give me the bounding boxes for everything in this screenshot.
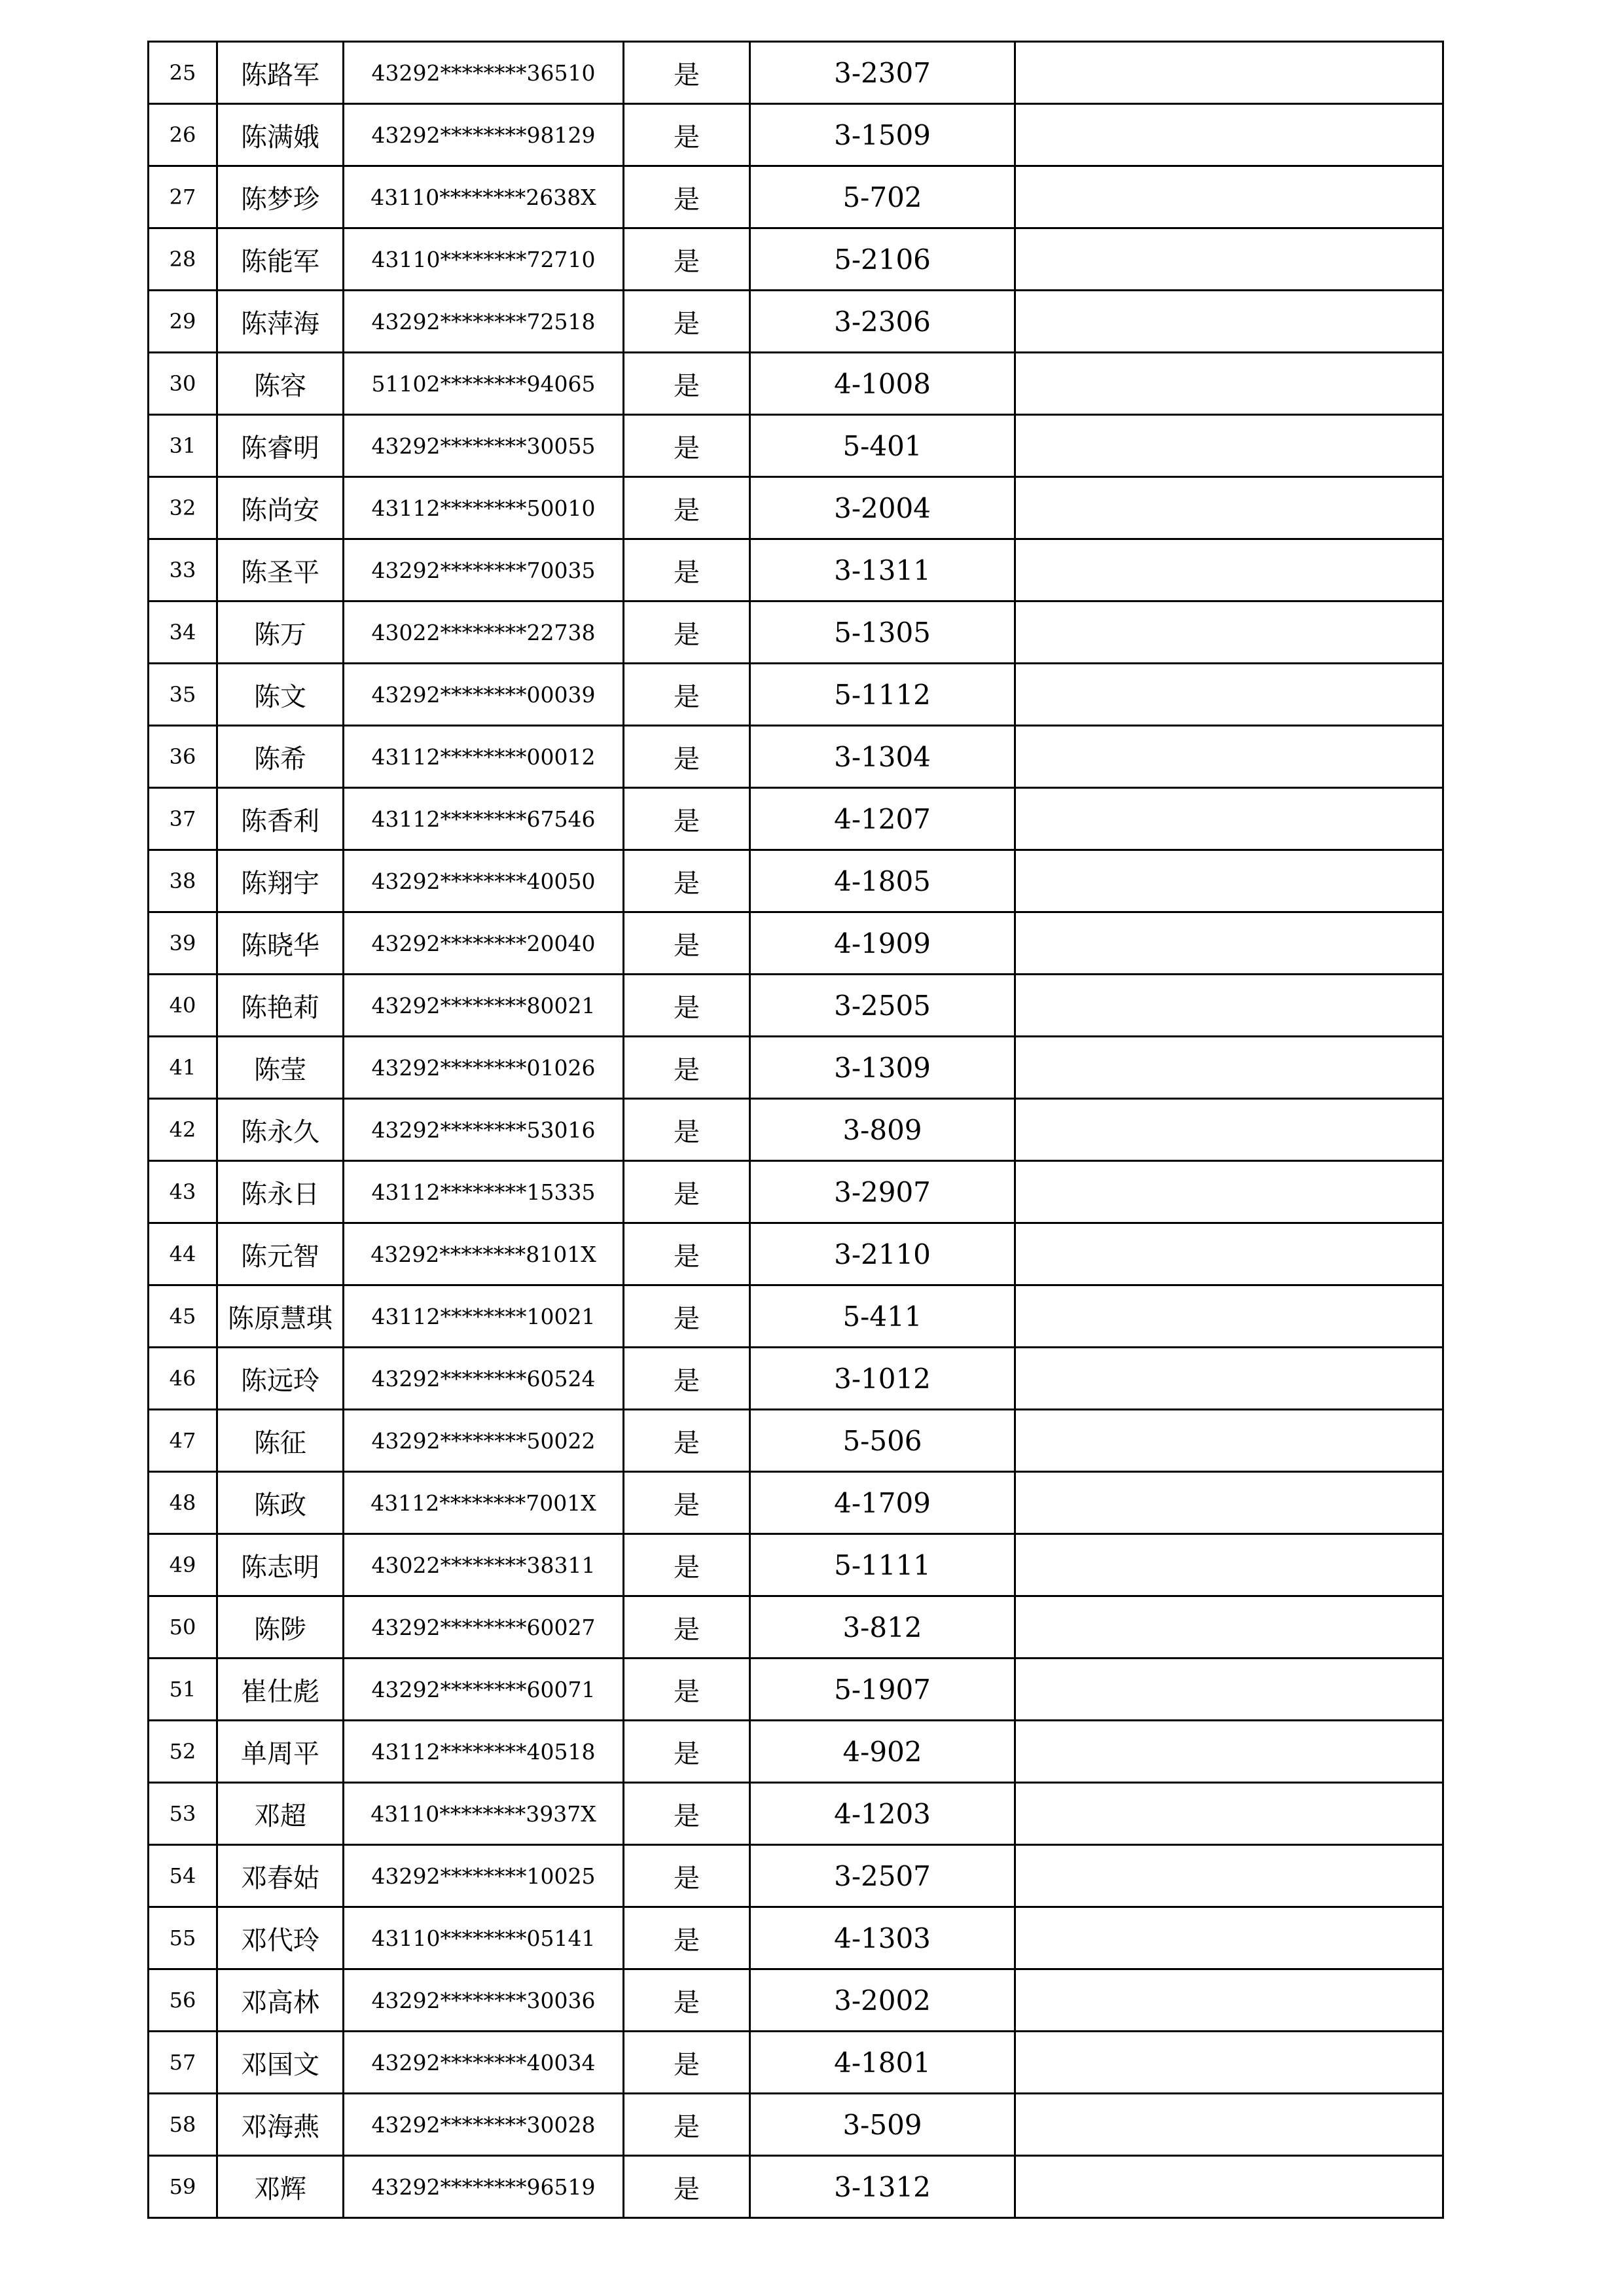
room-number-cell: 3-1012	[750, 1348, 1015, 1410]
id-number-cell: 43292********96519	[344, 2156, 624, 2218]
id-number-cell: 43292********70035	[344, 539, 624, 601]
id-number-cell: 43110********3937X	[344, 1783, 624, 1845]
remarks-cell	[1015, 1907, 1443, 1969]
eligibility-flag-cell: 是	[624, 1223, 750, 1285]
id-number-cell: 43292********53016	[344, 1099, 624, 1161]
remarks-cell	[1015, 1845, 1443, 1907]
id-number-cell: 43292********50022	[344, 1410, 624, 1472]
table-row	[149, 2156, 1443, 2218]
room-number-cell: 5-411	[750, 1285, 1015, 1348]
room-number-cell: 3-2110	[750, 1223, 1015, 1285]
eligibility-flag-cell: 是	[624, 539, 750, 601]
room-number-cell: 4-1203	[750, 1783, 1015, 1845]
person-name-cell: 陈晓华	[217, 912, 344, 975]
table-row	[149, 1783, 1443, 1845]
row-number-cell: 32	[149, 477, 217, 539]
room-number-cell: 4-1909	[750, 912, 1015, 975]
eligibility-flag-cell: 是	[624, 788, 750, 850]
table-row	[149, 166, 1443, 228]
eligibility-flag-cell: 是	[624, 912, 750, 975]
room-number-cell: 3-812	[750, 1596, 1015, 1659]
remarks-cell	[1015, 415, 1443, 477]
id-number-cell: 43112********50010	[344, 477, 624, 539]
eligibility-flag-cell: 是	[624, 1099, 750, 1161]
eligibility-flag-cell: 是	[624, 1348, 750, 1410]
row-number-cell: 43	[149, 1161, 217, 1223]
row-number-cell: 39	[149, 912, 217, 975]
id-number-cell: 43110********72710	[344, 228, 624, 291]
remarks-cell	[1015, 2094, 1443, 2156]
table-row	[149, 1223, 1443, 1285]
person-name-cell: 邓超	[217, 1783, 344, 1845]
table-row	[149, 1161, 1443, 1223]
remarks-cell	[1015, 1410, 1443, 1472]
document-page	[147, 41, 1442, 2219]
remarks-cell	[1015, 1472, 1443, 1534]
remarks-cell	[1015, 1659, 1443, 1721]
row-number-cell: 47	[149, 1410, 217, 1472]
id-number-cell: 43292********01026	[344, 1037, 624, 1099]
row-number-cell: 56	[149, 1969, 217, 2032]
person-name-cell: 陈希	[217, 726, 344, 788]
id-number-cell: 43112********15335	[344, 1161, 624, 1223]
room-number-cell: 4-902	[750, 1721, 1015, 1783]
remarks-cell	[1015, 1223, 1443, 1285]
room-number-cell: 4-1801	[750, 2032, 1015, 2094]
eligibility-flag-cell: 是	[624, 42, 750, 104]
row-number-cell: 53	[149, 1783, 217, 1845]
row-number-cell: 48	[149, 1472, 217, 1534]
id-number-cell: 43112********67546	[344, 788, 624, 850]
row-number-cell: 31	[149, 415, 217, 477]
eligibility-flag-cell: 是	[624, 2032, 750, 2094]
eligibility-flag-cell: 是	[624, 477, 750, 539]
person-name-cell: 陈永久	[217, 1099, 344, 1161]
id-number-cell: 43112********10021	[344, 1285, 624, 1348]
remarks-cell	[1015, 850, 1443, 912]
remarks-cell	[1015, 1348, 1443, 1410]
room-number-cell: 3-1509	[750, 104, 1015, 166]
eligibility-flag-cell: 是	[624, 1037, 750, 1099]
room-number-cell: 3-2505	[750, 975, 1015, 1037]
remarks-cell	[1015, 228, 1443, 291]
eligibility-flag-cell: 是	[624, 1845, 750, 1907]
room-number-cell: 5-2106	[750, 228, 1015, 291]
row-number-cell: 27	[149, 166, 217, 228]
person-name-cell: 邓代玲	[217, 1907, 344, 1969]
id-number-cell: 43022********22738	[344, 601, 624, 664]
eligibility-flag-cell: 是	[624, 1534, 750, 1596]
row-number-cell: 41	[149, 1037, 217, 1099]
person-name-cell: 陈文	[217, 664, 344, 726]
table-row	[149, 1285, 1443, 1348]
id-number-cell: 43292********80021	[344, 975, 624, 1037]
id-number-cell: 43292********20040	[344, 912, 624, 975]
room-number-cell: 3-1312	[750, 2156, 1015, 2218]
table-row	[149, 912, 1443, 975]
remarks-cell	[1015, 1596, 1443, 1659]
person-name-cell: 邓春姑	[217, 1845, 344, 1907]
table-row	[149, 2094, 1443, 2156]
eligibility-flag-cell: 是	[624, 228, 750, 291]
eligibility-flag-cell: 是	[624, 1596, 750, 1659]
eligibility-flag-cell: 是	[624, 850, 750, 912]
room-number-cell: 5-1907	[750, 1659, 1015, 1721]
row-number-cell: 50	[149, 1596, 217, 1659]
id-number-cell: 43292********30036	[344, 1969, 624, 2032]
person-name-cell: 陈满娥	[217, 104, 344, 166]
table-row	[149, 291, 1443, 353]
row-number-cell: 30	[149, 353, 217, 415]
row-number-cell: 45	[149, 1285, 217, 1348]
table-row	[149, 1348, 1443, 1410]
table-row	[149, 1969, 1443, 2032]
row-number-cell: 52	[149, 1721, 217, 1783]
id-number-cell: 43292********40050	[344, 850, 624, 912]
room-number-cell: 3-509	[750, 2094, 1015, 2156]
room-number-cell: 5-1305	[750, 601, 1015, 664]
row-number-cell: 25	[149, 42, 217, 104]
room-number-cell: 4-1303	[750, 1907, 1015, 1969]
row-number-cell: 54	[149, 1845, 217, 1907]
room-number-cell: 4-1207	[750, 788, 1015, 850]
room-number-cell: 3-2002	[750, 1969, 1015, 2032]
id-number-cell: 43112********40518	[344, 1721, 624, 1783]
room-number-cell: 3-1304	[750, 726, 1015, 788]
person-name-cell: 陈志明	[217, 1534, 344, 1596]
id-number-cell: 43112********7001X	[344, 1472, 624, 1534]
row-number-cell: 28	[149, 228, 217, 291]
eligibility-flag-cell: 是	[624, 726, 750, 788]
eligibility-flag-cell: 是	[624, 1721, 750, 1783]
row-number-cell: 38	[149, 850, 217, 912]
table-row	[149, 42, 1443, 104]
table-row	[149, 601, 1443, 664]
person-name-cell: 单周平	[217, 1721, 344, 1783]
id-number-cell: 43292********72518	[344, 291, 624, 353]
eligibility-flag-cell: 是	[624, 291, 750, 353]
row-number-cell: 49	[149, 1534, 217, 1596]
row-number-cell: 57	[149, 2032, 217, 2094]
remarks-cell	[1015, 166, 1443, 228]
table-row	[149, 477, 1443, 539]
remarks-cell	[1015, 1037, 1443, 1099]
remarks-cell	[1015, 912, 1443, 975]
person-name-cell: 陈陟	[217, 1596, 344, 1659]
row-number-cell: 58	[149, 2094, 217, 2156]
table-row	[149, 850, 1443, 912]
id-number-cell: 43292********10025	[344, 1845, 624, 1907]
eligibility-flag-cell: 是	[624, 1285, 750, 1348]
roster-table	[147, 41, 1444, 2219]
id-number-cell: 43292********8101X	[344, 1223, 624, 1285]
remarks-cell	[1015, 291, 1443, 353]
id-number-cell: 43292********40034	[344, 2032, 624, 2094]
remarks-cell	[1015, 1285, 1443, 1348]
id-number-cell: 43292********30028	[344, 2094, 624, 2156]
room-number-cell: 3-2907	[750, 1161, 1015, 1223]
remarks-cell	[1015, 1969, 1443, 2032]
table-row	[149, 1596, 1443, 1659]
id-number-cell: 43112********00012	[344, 726, 624, 788]
person-name-cell: 邓高林	[217, 1969, 344, 2032]
person-name-cell: 邓国文	[217, 2032, 344, 2094]
person-name-cell: 陈艳莉	[217, 975, 344, 1037]
eligibility-flag-cell: 是	[624, 1907, 750, 1969]
remarks-cell	[1015, 1783, 1443, 1845]
remarks-cell	[1015, 2156, 1443, 2218]
eligibility-flag-cell: 是	[624, 664, 750, 726]
person-name-cell: 陈路军	[217, 42, 344, 104]
person-name-cell: 陈圣平	[217, 539, 344, 601]
person-name-cell: 陈翔宇	[217, 850, 344, 912]
eligibility-flag-cell: 是	[624, 1161, 750, 1223]
remarks-cell	[1015, 788, 1443, 850]
table-row	[149, 1721, 1443, 1783]
row-number-cell: 46	[149, 1348, 217, 1410]
room-number-cell: 5-1111	[750, 1534, 1015, 1596]
remarks-cell	[1015, 1534, 1443, 1596]
row-number-cell: 35	[149, 664, 217, 726]
table-row	[149, 1472, 1443, 1534]
person-name-cell: 崔仕彪	[217, 1659, 344, 1721]
remarks-cell	[1015, 1161, 1443, 1223]
person-name-cell: 陈香利	[217, 788, 344, 850]
eligibility-flag-cell: 是	[624, 1472, 750, 1534]
table-row	[149, 664, 1443, 726]
row-number-cell: 29	[149, 291, 217, 353]
room-number-cell: 5-1112	[750, 664, 1015, 726]
table-row	[149, 975, 1443, 1037]
remarks-cell	[1015, 975, 1443, 1037]
row-number-cell: 44	[149, 1223, 217, 1285]
person-name-cell: 陈萍海	[217, 291, 344, 353]
id-number-cell: 43292********60524	[344, 1348, 624, 1410]
table-row	[149, 1659, 1443, 1721]
row-number-cell: 42	[149, 1099, 217, 1161]
room-number-cell: 3-2507	[750, 1845, 1015, 1907]
row-number-cell: 40	[149, 975, 217, 1037]
person-name-cell: 陈永日	[217, 1161, 344, 1223]
table-row	[149, 539, 1443, 601]
eligibility-flag-cell: 是	[624, 601, 750, 664]
row-number-cell: 51	[149, 1659, 217, 1721]
table-row	[149, 1534, 1443, 1596]
row-number-cell: 59	[149, 2156, 217, 2218]
id-number-cell: 43022********38311	[344, 1534, 624, 1596]
eligibility-flag-cell: 是	[624, 1659, 750, 1721]
remarks-cell	[1015, 2032, 1443, 2094]
id-number-cell: 43292********30055	[344, 415, 624, 477]
row-number-cell: 37	[149, 788, 217, 850]
remarks-cell	[1015, 1721, 1443, 1783]
eligibility-flag-cell: 是	[624, 2156, 750, 2218]
room-number-cell: 4-1008	[750, 353, 1015, 415]
table-row	[149, 353, 1443, 415]
table-row	[149, 1099, 1443, 1161]
row-number-cell: 33	[149, 539, 217, 601]
table-row	[149, 1037, 1443, 1099]
eligibility-flag-cell: 是	[624, 975, 750, 1037]
room-number-cell: 3-2307	[750, 42, 1015, 104]
room-number-cell: 3-2306	[750, 291, 1015, 353]
table-row	[149, 1845, 1443, 1907]
person-name-cell: 陈征	[217, 1410, 344, 1472]
remarks-cell	[1015, 42, 1443, 104]
room-number-cell: 3-2004	[750, 477, 1015, 539]
table-row	[149, 1907, 1443, 1969]
table-row	[149, 1410, 1443, 1472]
person-name-cell: 邓海燕	[217, 2094, 344, 2156]
id-number-cell: 43292********60027	[344, 1596, 624, 1659]
room-number-cell: 3-1311	[750, 539, 1015, 601]
roster-table-body	[149, 42, 1443, 2218]
row-number-cell: 26	[149, 104, 217, 166]
eligibility-flag-cell: 是	[624, 1410, 750, 1472]
person-name-cell: 陈元智	[217, 1223, 344, 1285]
person-name-cell: 陈远玲	[217, 1348, 344, 1410]
row-number-cell: 34	[149, 601, 217, 664]
person-name-cell: 陈容	[217, 353, 344, 415]
room-number-cell: 3-809	[750, 1099, 1015, 1161]
eligibility-flag-cell: 是	[624, 2094, 750, 2156]
row-number-cell: 55	[149, 1907, 217, 1969]
eligibility-flag-cell: 是	[624, 415, 750, 477]
eligibility-flag-cell: 是	[624, 1969, 750, 2032]
id-number-cell: 43110********2638X	[344, 166, 624, 228]
person-name-cell: 陈莹	[217, 1037, 344, 1099]
table-row	[149, 104, 1443, 166]
person-name-cell: 陈睿明	[217, 415, 344, 477]
table-row	[149, 788, 1443, 850]
remarks-cell	[1015, 1099, 1443, 1161]
person-name-cell: 陈尚安	[217, 477, 344, 539]
row-number-cell: 36	[149, 726, 217, 788]
id-number-cell: 43292********98129	[344, 104, 624, 166]
id-number-cell: 43292********00039	[344, 664, 624, 726]
room-number-cell: 5-702	[750, 166, 1015, 228]
eligibility-flag-cell: 是	[624, 104, 750, 166]
person-name-cell: 陈能军	[217, 228, 344, 291]
remarks-cell	[1015, 664, 1443, 726]
table-row	[149, 2032, 1443, 2094]
eligibility-flag-cell: 是	[624, 353, 750, 415]
table-row	[149, 726, 1443, 788]
room-number-cell: 5-506	[750, 1410, 1015, 1472]
table-row	[149, 415, 1443, 477]
remarks-cell	[1015, 353, 1443, 415]
remarks-cell	[1015, 477, 1443, 539]
person-name-cell: 陈梦珍	[217, 166, 344, 228]
eligibility-flag-cell: 是	[624, 166, 750, 228]
id-number-cell: 43292********36510	[344, 42, 624, 104]
room-number-cell: 4-1805	[750, 850, 1015, 912]
room-number-cell: 4-1709	[750, 1472, 1015, 1534]
person-name-cell: 陈政	[217, 1472, 344, 1534]
room-number-cell: 3-1309	[750, 1037, 1015, 1099]
room-number-cell: 5-401	[750, 415, 1015, 477]
remarks-cell	[1015, 539, 1443, 601]
remarks-cell	[1015, 104, 1443, 166]
person-name-cell: 陈原慧琪	[217, 1285, 344, 1348]
eligibility-flag-cell: 是	[624, 1783, 750, 1845]
remarks-cell	[1015, 601, 1443, 664]
table-row	[149, 228, 1443, 291]
id-number-cell: 51102********94065	[344, 353, 624, 415]
person-name-cell: 陈万	[217, 601, 344, 664]
id-number-cell: 43110********05141	[344, 1907, 624, 1969]
remarks-cell	[1015, 726, 1443, 788]
person-name-cell: 邓辉	[217, 2156, 344, 2218]
id-number-cell: 43292********60071	[344, 1659, 624, 1721]
